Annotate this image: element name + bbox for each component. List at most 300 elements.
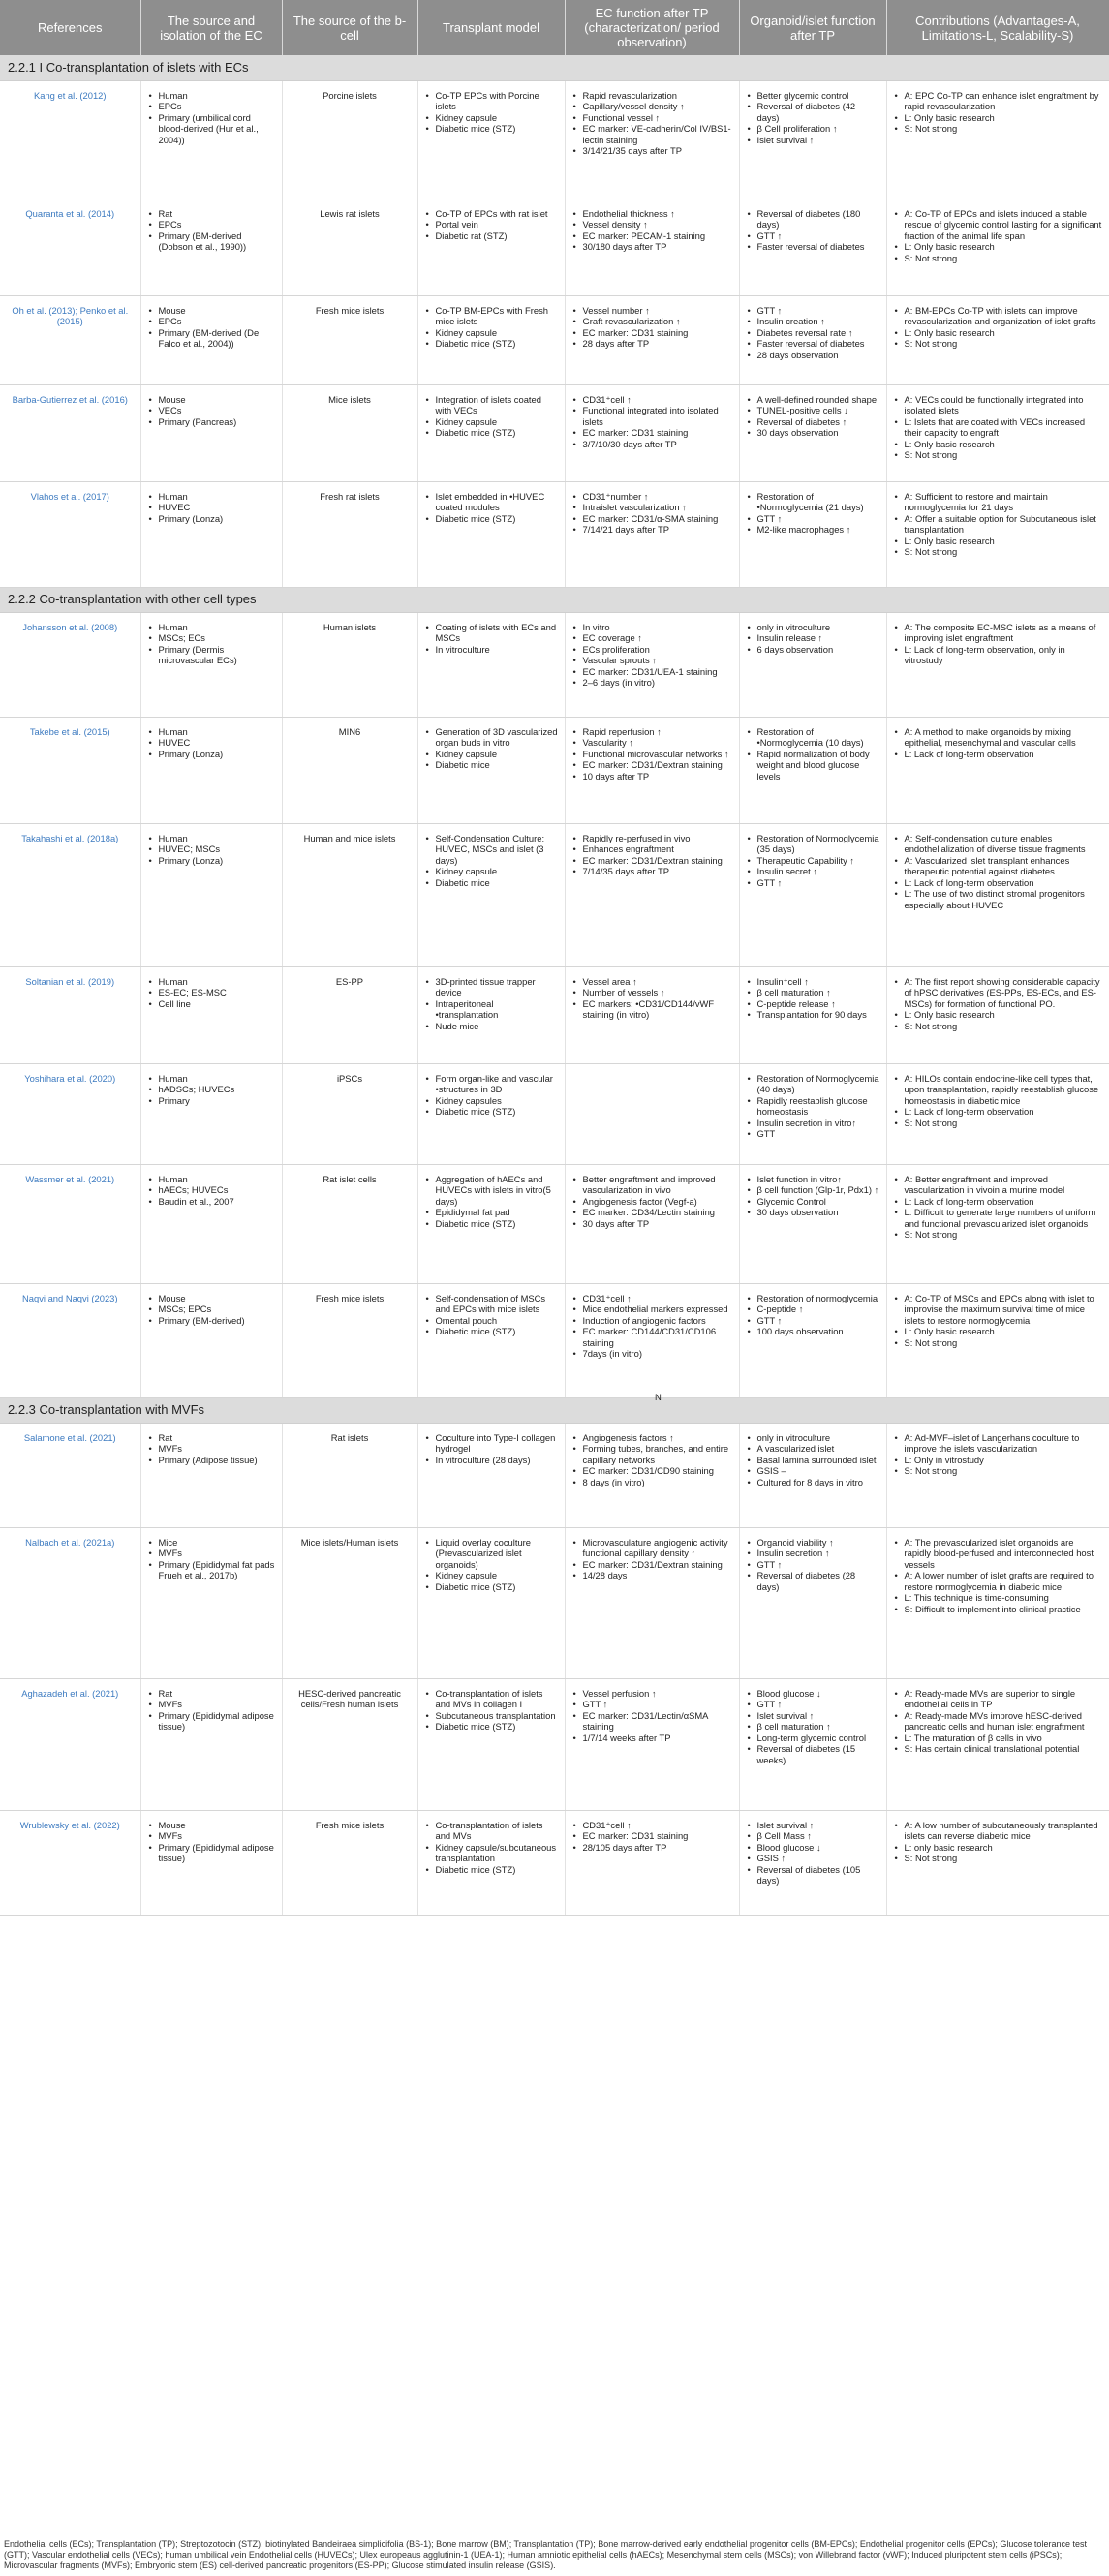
ec-source-list-items	[147, 305, 276, 350]
bcell-source: Rat islet cells	[282, 1164, 417, 1283]
ec-source-list	[140, 1423, 282, 1527]
organoid-function-list-items	[746, 208, 880, 253]
ec-function-list-items	[571, 726, 733, 782]
organoid-function-list-items	[746, 976, 880, 1021]
list-item: • Human	[159, 90, 276, 102]
ec-function-list-items	[571, 833, 733, 877]
ec-source-list	[140, 1810, 282, 1915]
list-item: • Rapid reperfusion ↑	[583, 726, 733, 738]
bcell-source: Fresh mice islets	[282, 295, 417, 384]
list-item: • Primary (Adipose tissue)	[159, 1455, 276, 1466]
list-item: • TUNEL-positive cells ↓	[757, 405, 880, 416]
list-item: • Mouse	[159, 1820, 276, 1831]
list-item: • 14/28 days	[583, 1570, 733, 1581]
list-item: • A: Sufficient to restore and maintain normoglycemia for 21 days	[905, 491, 1103, 513]
list-item: • Primary (BM-derived (De Falco et al., 2004))	[159, 327, 276, 350]
list-item: • Transplantation for 90 days	[757, 1009, 880, 1021]
organoid-function-list	[739, 295, 886, 384]
list-item: • β Cell Mass ↑	[757, 1830, 880, 1842]
reference-link: Yoshihara et al. (2020)	[0, 1063, 140, 1164]
organoid-function-list	[739, 823, 886, 966]
organoid-function-list-items	[746, 394, 880, 439]
reference-link: Wassmer et al. (2021)	[0, 1164, 140, 1283]
list-item: • EC marker: CD34/Lectin staining	[583, 1207, 733, 1218]
list-item: • MSCs; ECs	[159, 632, 276, 644]
list-item: • Reversal of diabetes (15 weeks)	[757, 1743, 880, 1765]
list-item: • Diabetic mice (STZ)	[436, 513, 559, 525]
section-title: 2.2.2 Co-transplantation with other cell types	[0, 587, 1109, 612]
organoid-function-list-items	[746, 305, 880, 361]
list-item: • Self-condensation of MSCs and EPCs with mice islets	[436, 1293, 559, 1315]
organoid-function-list-items	[746, 1820, 880, 1887]
list-item: • A: The prevascularized islet organoids are rapidly blood-perfused and interconnected host vessels	[905, 1537, 1103, 1571]
transplant-model-list	[417, 717, 565, 823]
list-item: • Better engraftment and improved vascularization in vivo	[583, 1174, 733, 1196]
list-item: • Rapid normalization of body weight and blood glucose levels	[757, 749, 880, 782]
list-item: • MVFs	[159, 1699, 276, 1710]
list-item: • Restoration of Normoglycemia (40 days)	[757, 1073, 880, 1095]
ec-function-list-items	[571, 1688, 733, 1744]
list-item: • Vessel number ↑	[583, 305, 733, 317]
organoid-function-list-items	[746, 622, 880, 656]
ec-function-list	[565, 295, 739, 384]
list-item: • L: Difficult to generate large numbers of uniform and functional prevascularized islet organoids	[905, 1207, 1103, 1229]
list-item: • Portal vein	[436, 219, 559, 230]
ec-source-list-items	[147, 622, 276, 666]
list-item: • EC marker: VE-cadherin/Col IV/BS1-lectin staining	[583, 123, 733, 145]
list-item: • 3/7/10/30 days after TP	[583, 439, 733, 450]
organoid-function-list-items	[746, 1432, 880, 1488]
list-item: • Nude mice	[436, 1021, 559, 1032]
ec-function-list	[565, 717, 739, 823]
list-item: • L: Only basic research	[905, 1009, 1103, 1021]
list-item: • Primary (Epididymal adipose tissue)	[159, 1710, 276, 1733]
contributions-list-items	[893, 1293, 1103, 1349]
list-item: • A: The composite EC-MSC islets as a means of improving islet engraftment	[905, 622, 1103, 644]
list-item: • L: Lack of long-term observation	[905, 1196, 1103, 1208]
transplant-model-list-items	[424, 90, 559, 135]
table-row	[0, 384, 1109, 481]
list-item: • Reversal of diabetes ↑	[757, 416, 880, 428]
header-row	[0, 0, 1109, 55]
organoid-function-list	[739, 1527, 886, 1678]
list-item: • A: Co-TP of MSCs and EPCs along with islet to improvise the maximum survival time of mice islets to restore normoglycemia	[905, 1293, 1103, 1327]
section-row	[0, 55, 1109, 80]
list-item: • Microvasculature angiogenic activity functional capillary density ↑	[583, 1537, 733, 1559]
list-item: • Islet embedded in •HUVEC coated modules	[436, 491, 559, 513]
list-item: • EC marker: CD31 staining	[583, 327, 733, 339]
contributions-list	[886, 80, 1109, 199]
contributions-list-items	[893, 1073, 1103, 1129]
column-header: Contributions (Advantages-A, Limitations-L, Scalability-S)	[886, 0, 1109, 55]
bcell-source: Mice islets/Human islets	[282, 1527, 417, 1678]
list-item: • CD31⁺cell ↑	[583, 394, 733, 406]
contributions-list	[886, 1063, 1109, 1164]
ec-function-list-items	[571, 1293, 733, 1361]
list-item: • ES-EC; ES-MSC	[159, 987, 276, 998]
list-item: • EC marker: CD144/CD31/CD106 staining	[583, 1326, 733, 1348]
list-item: • Restoration of Normoglycemia (35 days)	[757, 833, 880, 855]
ec-source-list-items	[147, 1174, 276, 1208]
list-item: • Rapid revascularization	[583, 90, 733, 102]
list-item: • Angiogenesis factor (Vegf-a)	[583, 1196, 733, 1208]
organoid-function-list	[739, 199, 886, 295]
list-item: • 3D-printed tissue trapper device	[436, 976, 559, 998]
contributions-list-items	[893, 1820, 1103, 1864]
reference-link: Aghazadeh et al. (2021)	[0, 1678, 140, 1810]
contributions-list	[886, 1678, 1109, 1810]
contributions-list-items	[893, 726, 1103, 760]
list-item: • Coculture into Type-I collagen hydrogel	[436, 1432, 559, 1455]
bcell-source: HESC-derived pancreatic cells/Fresh human islets	[282, 1678, 417, 1810]
bcell-source: Mice islets	[282, 384, 417, 481]
reference-link: Vlahos et al. (2017)	[0, 481, 140, 587]
list-item: • HUVEC	[159, 502, 276, 513]
list-item: • hAECs; HUVECs	[159, 1184, 276, 1196]
list-item: • HUVEC; MSCs	[159, 843, 276, 855]
list-item: • Organoid viability ↑	[757, 1537, 880, 1549]
list-item: • Primary (Epididymal adipose tissue)	[159, 1842, 276, 1864]
list-item: • Integration of islets coated with VECs	[436, 394, 559, 416]
ec-source-list-items	[147, 394, 276, 428]
list-item: • L: Islets that are coated with VECs increased their capacity to engraft	[905, 416, 1103, 439]
list-item: • S: Has certain clinical translational potential	[905, 1743, 1103, 1755]
list-item: • EC marker: CD31/Dextran staining	[583, 855, 733, 867]
ec-function-list	[565, 1283, 739, 1397]
ec-function-list	[565, 1423, 739, 1527]
contributions-list-items	[893, 1174, 1103, 1242]
list-item: • Insulin secretion in vitro↑	[757, 1118, 880, 1129]
list-item: • A: VECs could be functionally integrated into isolated islets	[905, 394, 1103, 416]
organoid-function-list-items	[746, 90, 880, 146]
ec-source-list-items	[147, 1073, 276, 1107]
list-item: • S: Not strong	[905, 338, 1103, 350]
list-item: • Rat	[159, 208, 276, 220]
ec-function-list	[565, 1164, 739, 1283]
list-item: • Endothelial thickness ↑	[583, 208, 733, 220]
ec-source-list	[140, 1283, 282, 1397]
ec-source-list-items	[147, 90, 276, 146]
table-row	[0, 1423, 1109, 1527]
list-item: • Forming tubes, branches, and entire capillary networks	[583, 1443, 733, 1465]
list-item: • Reversal of diabetes (28 days)	[757, 1570, 880, 1592]
ec-source-list-items	[147, 1293, 276, 1327]
reference-link: Soltanian et al. (2019)	[0, 966, 140, 1063]
organoid-function-list	[739, 1283, 886, 1397]
list-item: • Functional vessel ↑	[583, 112, 733, 124]
list-item: • L: Only basic research	[905, 536, 1103, 547]
list-item: • Vessel perfusion ↑	[583, 1688, 733, 1700]
transplant-model-list-items	[424, 1432, 559, 1466]
section-title: 2.2.3 Co-transplantation with MVFs	[0, 1397, 1109, 1423]
organoid-function-list-items	[746, 726, 880, 782]
list-item: • Primary (umbilical cord blood-derived (Hur et al., 2004))	[159, 112, 276, 146]
list-item: • Blood glucose ↓	[757, 1688, 880, 1700]
section-title: 2.2.1 I Co-transplantation of islets with ECs	[0, 55, 1109, 80]
list-item: • Mice endothelial markers expressed	[583, 1303, 733, 1315]
transplant-model-list-items	[424, 208, 559, 242]
list-item: • S: Not strong	[905, 546, 1103, 558]
list-item: • L: Lack of long-term observation, only in vitrostudy	[905, 644, 1103, 666]
list-item: • 7/14/21 days after TP	[583, 524, 733, 536]
list-item: • Reversal of diabetes (42 days)	[757, 101, 880, 123]
bcell-source: Porcine islets	[282, 80, 417, 199]
contributions-list	[886, 481, 1109, 587]
list-item: • S: Not strong	[905, 1021, 1103, 1032]
list-item: • Basal lamina surrounded islet	[757, 1455, 880, 1466]
ec-function-list	[565, 1678, 739, 1810]
reference-link: Quaranta et al. (2014)	[0, 199, 140, 295]
contributions-list	[886, 612, 1109, 717]
table-row	[0, 823, 1109, 966]
list-item: • Diabetic mice (STZ)	[436, 338, 559, 350]
list-item: • A: Ad-MVF–islet of Langerhans coculture to improve the islets vascularization	[905, 1432, 1103, 1455]
organoid-function-list-items	[746, 1073, 880, 1141]
list-item: • L: Only basic research	[905, 241, 1103, 253]
list-item: • Diabetic mice	[436, 759, 559, 771]
ec-source-list	[140, 481, 282, 587]
list-item: • A: HILOs contain endocrine-like cell types that, upon transplantation, rapidly reestablish glucose homeostasis in diabetic mice	[905, 1073, 1103, 1107]
organoid-function-list	[739, 1423, 886, 1527]
organoid-function-list	[739, 612, 886, 717]
ec-function-list	[565, 481, 739, 587]
list-item: • 10 days after TP	[583, 771, 733, 782]
list-item: • Human	[159, 622, 276, 633]
list-item: • EC coverage ↑	[583, 632, 733, 644]
ec-source-list	[140, 717, 282, 823]
column-header: Organoid/islet function after TP	[739, 0, 886, 55]
list-item: • L: The maturation of β cells in vivo	[905, 1733, 1103, 1744]
organoid-function-list-items	[746, 491, 880, 536]
section-row	[0, 1397, 1109, 1423]
table-row	[0, 966, 1109, 1063]
organoid-function-list	[739, 966, 886, 1063]
list-item: • 30 days observation	[757, 427, 880, 439]
ec-source-list	[140, 384, 282, 481]
section-row	[0, 587, 1109, 612]
list-item: • C-peptide ↑	[757, 1303, 880, 1315]
transplant-model-list	[417, 1423, 565, 1527]
list-item: • Diabetic mice (STZ)	[436, 1218, 559, 1230]
list-item: • L: Lack of long-term observation	[905, 1106, 1103, 1118]
ec-source-list	[140, 295, 282, 384]
list-item: • Rat	[159, 1688, 276, 1700]
list-item: • Therapeutic Capability ↑	[757, 855, 880, 867]
list-item: • Insulin release ↑	[757, 632, 880, 644]
ec-source-list	[140, 1527, 282, 1678]
organoid-function-list-items	[746, 1293, 880, 1337]
table-row	[0, 1678, 1109, 1810]
list-item: • EPCs	[159, 101, 276, 112]
ec-source-list	[140, 1063, 282, 1164]
reference-link: Salamone et al. (2021)	[0, 1423, 140, 1527]
list-item: • 30/180 days after TP	[583, 241, 733, 253]
column-header: EC function after TP (characterization/ period observation)	[565, 0, 739, 55]
list-item: • CD31⁺number ↑	[583, 491, 733, 503]
transplant-model-list-items	[424, 1174, 559, 1230]
transplant-model-list-items	[424, 622, 559, 656]
list-item: • Glycemic Control	[757, 1196, 880, 1208]
list-item: • S: Not strong	[905, 123, 1103, 135]
list-item: • Primary	[159, 1095, 276, 1107]
list-item: • 2–6 days (in vitro)	[583, 677, 733, 689]
list-item: • GSIS –	[757, 1465, 880, 1477]
list-item: • Rat	[159, 1432, 276, 1444]
list-item: • EC marker: PECAM-1 staining	[583, 230, 733, 242]
list-item: • Diabetic mice (STZ)	[436, 1326, 559, 1337]
list-item: • A: A lower number of islet grafts are required to restore normoglycemia in diabetic mice	[905, 1570, 1103, 1592]
contributions-list	[886, 1810, 1109, 1915]
list-item: • Primary (Lonza)	[159, 855, 276, 867]
organoid-function-list	[739, 1678, 886, 1810]
list-item: • L: Only basic research	[905, 327, 1103, 339]
list-item: • Co-TP BM-EPCs with Fresh mice islets	[436, 305, 559, 327]
stray-character: N	[655, 1393, 662, 1403]
list-item: • Number of vessels ↑	[583, 987, 733, 998]
list-item: • Diabetic mice (STZ)	[436, 123, 559, 135]
list-item: • Blood glucose ↓	[757, 1842, 880, 1854]
ec-source-list-items	[147, 1537, 276, 1581]
list-item: • A: EPC Co-TP can enhance islet engraftment by rapid revascularization	[905, 90, 1103, 112]
bcell-source: Fresh rat islets	[282, 481, 417, 587]
list-item: • Primary (Lonza)	[159, 513, 276, 525]
list-item: • Intraperitoneal •transplantation	[436, 998, 559, 1021]
organoid-function-list-items	[746, 1174, 880, 1218]
table-row	[0, 612, 1109, 717]
list-item: • VECs	[159, 405, 276, 416]
organoid-function-list-items	[746, 1688, 880, 1766]
list-item: • Induction of angiogenic factors	[583, 1315, 733, 1327]
table-row	[0, 1164, 1109, 1283]
list-item: • β cell function (Glp-1r, Pdx1) ↑	[757, 1184, 880, 1196]
list-item: • Insulin⁺cell ↑	[757, 976, 880, 988]
bcell-source: Rat islets	[282, 1423, 417, 1527]
contributions-list	[886, 717, 1109, 823]
list-item: • MVFs	[159, 1548, 276, 1559]
list-item: • Rapidly reestablish glucose homeostasis	[757, 1095, 880, 1118]
list-item: • β cell maturation ↑	[757, 987, 880, 998]
list-item: • EPCs	[159, 219, 276, 230]
column-header: References	[0, 0, 140, 55]
list-item: • Baudin et al., 2007	[159, 1196, 276, 1208]
list-item: • GTT	[757, 1128, 880, 1140]
reference-link: Oh et al. (2013); Penko et al. (2015)	[0, 295, 140, 384]
list-item: • Diabetes reversal rate ↑	[757, 327, 880, 339]
list-item: • Kidney capsules	[436, 1095, 559, 1107]
table-row	[0, 80, 1109, 199]
reference-link: Kang et al. (2012)	[0, 80, 140, 199]
transplant-model-list-items	[424, 726, 559, 771]
list-item: • GTT ↑	[757, 513, 880, 525]
list-item: • Insulin creation ↑	[757, 316, 880, 327]
contributions-list-items	[893, 1688, 1103, 1756]
list-item: • Kidney capsule	[436, 112, 559, 124]
list-item: • A: Better engraftment and improved vascularization in vivoin a murine model	[905, 1174, 1103, 1196]
list-item: • Coating of islets with ECs and MSCs	[436, 622, 559, 644]
ec-function-list	[565, 199, 739, 295]
ec-source-list-items	[147, 1820, 276, 1864]
list-item: • Epididymal fat pad	[436, 1207, 559, 1218]
bcell-source: Human and mice islets	[282, 823, 417, 966]
table-row	[0, 199, 1109, 295]
bcell-source: Lewis rat islets	[282, 199, 417, 295]
list-item: • A: BM-EPCs Co-TP with islets can improve revascularization and organization of islet grafts	[905, 305, 1103, 327]
bcell-source: Fresh mice islets	[282, 1810, 417, 1915]
list-item: • Subcutaneous transplantation	[436, 1710, 559, 1722]
contributions-list	[886, 1283, 1109, 1397]
reference-link: Naqvi and Naqvi (2023)	[0, 1283, 140, 1397]
list-item: • Functional microvascular networks ↑	[583, 749, 733, 760]
list-item: • S: Not strong	[905, 1853, 1103, 1864]
ec-source-list-items	[147, 726, 276, 760]
ec-function-list	[565, 1810, 739, 1915]
list-item: • A vascularized islet	[757, 1443, 880, 1455]
list-item: • Restoration of normoglycemia	[757, 1293, 880, 1304]
transplant-model-list	[417, 612, 565, 717]
organoid-function-list	[739, 717, 886, 823]
list-item: • Cell line	[159, 998, 276, 1010]
list-item: • Human	[159, 1174, 276, 1185]
list-item: • 30 days after TP	[583, 1218, 733, 1230]
reference-link: Takebe et al. (2015)	[0, 717, 140, 823]
list-item: • Primary (Lonza)	[159, 749, 276, 760]
list-item: • C-peptide release ↑	[757, 998, 880, 1010]
contributions-list-items	[893, 394, 1103, 462]
table-row	[0, 1527, 1109, 1678]
list-item: • Co-TP of EPCs with rat islet	[436, 208, 559, 220]
list-item: • Mouse	[159, 305, 276, 317]
bcell-source: ES-PP	[282, 966, 417, 1063]
ec-function-list-items	[571, 90, 733, 158]
contributions-list-items	[893, 976, 1103, 1032]
list-item: • L: The use of two distinct stromal progenitors especially about HUVEC	[905, 888, 1103, 910]
list-item: • Liquid overlay coculture (Prevascularized islet organoids)	[436, 1537, 559, 1571]
list-item: • MSCs; EPCs	[159, 1303, 276, 1315]
contributions-list-items	[893, 833, 1103, 911]
ec-function-list	[565, 384, 739, 481]
transplant-model-list	[417, 80, 565, 199]
transplant-model-list-items	[424, 1537, 559, 1593]
ec-source-list	[140, 199, 282, 295]
list-item: • S: Not strong	[905, 1229, 1103, 1241]
transplant-model-list	[417, 1527, 565, 1678]
contributions-list	[886, 966, 1109, 1063]
ec-function-list	[565, 612, 739, 717]
list-item: • Generation of 3D vascularized organ buds in vitro	[436, 726, 559, 749]
transplant-model-list-items	[424, 833, 559, 889]
ec-function-list	[565, 823, 739, 966]
transplant-model-list	[417, 823, 565, 966]
list-item: • Kidney capsule	[436, 866, 559, 877]
column-header: The source of the b-cell	[282, 0, 417, 55]
contributions-list	[886, 199, 1109, 295]
list-item: • Human	[159, 1073, 276, 1085]
list-item: • Functional integrated into isolated islets	[583, 405, 733, 427]
list-item: • MVFs	[159, 1443, 276, 1455]
list-item: • 7days (in vitro)	[583, 1348, 733, 1360]
transplant-model-list-items	[424, 491, 559, 525]
organoid-function-list	[739, 384, 886, 481]
organoid-function-list	[739, 481, 886, 587]
list-item: • EC marker: CD31 staining	[583, 427, 733, 439]
list-item: • Primary (Epididymal fat pads Frueh et al., 2017b)	[159, 1559, 276, 1581]
list-item: • A: Ready-made MVs are superior to single endothelial cells in TP	[905, 1688, 1103, 1710]
list-item: • S: Not strong	[905, 1465, 1103, 1477]
transplant-model-list	[417, 295, 565, 384]
list-item: • A: A low number of subcutaneously transplanted islets can reverse diabetic mice	[905, 1820, 1103, 1842]
contributions-list-items	[893, 1537, 1103, 1615]
list-item: • Co-transplantation of islets and MVs	[436, 1820, 559, 1842]
